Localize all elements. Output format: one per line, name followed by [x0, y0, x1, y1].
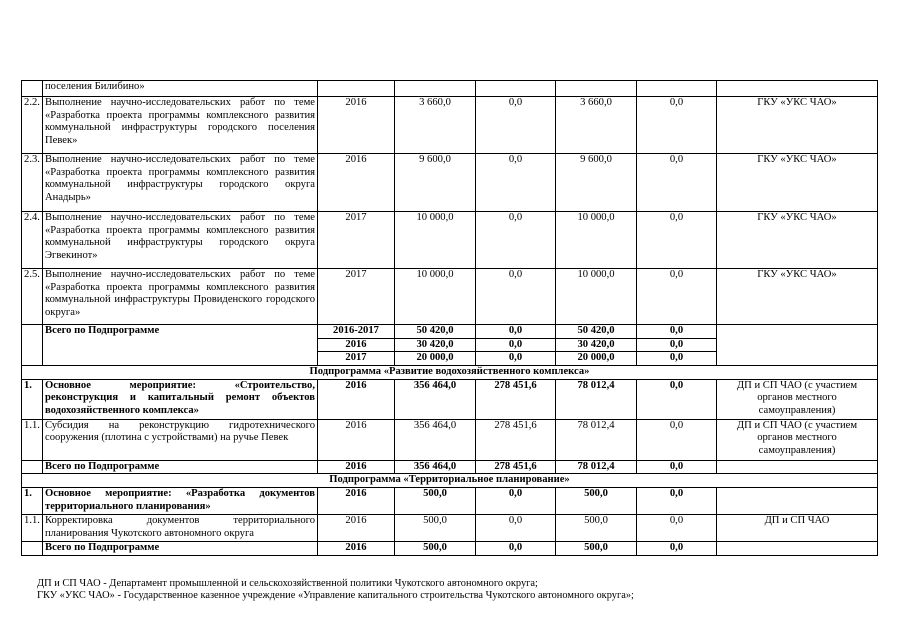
row-okrug: 500,0 [556, 487, 637, 514]
row-local: 0,0 [637, 97, 717, 154]
total-sum: 30 420,0 [395, 338, 476, 352]
row-description: Выполнение научно-исследовательских работ по теме «Разработка проекта программы комплексного развития коммунальной инфраструктуры городского округа Эгвекинот» [43, 212, 318, 269]
row-year: 2016 [318, 379, 395, 419]
row-description: Корректировка документов территориального планирования Чукотского автономного округа [43, 514, 318, 541]
total-label: Всего по Подпрограмме [43, 460, 318, 474]
table-row [22, 379, 878, 419]
total-year: 2016 [318, 338, 395, 352]
row-year: 2016 [318, 154, 395, 212]
row-federal: 0,0 [476, 269, 556, 325]
row-federal: 0,0 [476, 487, 556, 514]
row-federal: 0,0 [476, 154, 556, 212]
total-label: Всего по Подпрограмме [43, 325, 318, 366]
total-local: 0,0 [637, 460, 717, 474]
row-number: 1. [22, 379, 43, 419]
row-total: 3 660,0 [395, 97, 476, 154]
total-federal: 278 451,6 [476, 460, 556, 474]
row-executor: ГКУ «УКС ЧАО» [717, 212, 878, 269]
row-local: 0,0 [637, 419, 717, 460]
row-local: 0,0 [637, 514, 717, 541]
row-number: 2.5. [22, 269, 43, 325]
table-row [22, 419, 878, 460]
total-federal: 0,0 [476, 352, 556, 366]
total-year: 2016 [318, 460, 395, 474]
table-row [22, 97, 878, 154]
row-total: 10 000,0 [395, 212, 476, 269]
row-description: Выполнение научно-исследовательских работ по теме «Разработка проекта программы комплексного развития коммунальной инфраструктуры Провиденского городского округа» [43, 269, 318, 325]
row-description: поселения Билибино» [43, 81, 318, 97]
total-federal: 0,0 [476, 541, 556, 555]
total-row [22, 325, 878, 339]
total-local: 0,0 [637, 352, 717, 366]
row-okrug: 500,0 [556, 514, 637, 541]
row-okrug: 78 012,4 [556, 419, 637, 460]
row-description: Субсидия на реконструкцию гидротехнического сооружения (плотина с устройствами) на ручье Певек [43, 419, 318, 460]
total-row [22, 460, 878, 474]
row-number: 2.3. [22, 154, 43, 212]
footnote-gku-uks: ГКУ «УКС ЧАО» - Государственное казенное учреждение «Управление капитального строительства Чукотского автономного округа»; [37, 590, 634, 601]
row-local: 0,0 [637, 487, 717, 514]
row-total: 9 600,0 [395, 154, 476, 212]
total-local: 0,0 [637, 338, 717, 352]
row-total: 500,0 [395, 487, 476, 514]
row-year: 2016 [318, 97, 395, 154]
row-description: Основное мероприятие: «Разработка документов территориального планирования» [43, 487, 318, 514]
total-okrug: 78 012,4 [556, 460, 637, 474]
total-sum: 356 464,0 [395, 460, 476, 474]
row-federal: 278 451,6 [476, 379, 556, 419]
row-year: 2017 [318, 269, 395, 325]
total-federal: 0,0 [476, 338, 556, 352]
row-executor: ДП и СП ЧАО (с участием органов местного самоуправления) [717, 419, 878, 460]
total-year: 2016-2017 [318, 325, 395, 339]
program-table [21, 80, 878, 556]
row-executor [717, 487, 878, 514]
subprogram-title: Подпрограмма «Территориальное планирование» [22, 474, 878, 488]
row-number [22, 81, 43, 97]
row-executor: ГКУ «УКС ЧАО» [717, 269, 878, 325]
table-row [22, 81, 878, 97]
row-okrug: 10 000,0 [556, 212, 637, 269]
row-number: 2.2. [22, 97, 43, 154]
total-federal: 0,0 [476, 325, 556, 339]
total-row [22, 541, 878, 555]
row-description: Выполнение научно-исследовательских работ по теме «Разработка проекта программы комплексного развития коммунальной инфраструктуры городского округа Анадырь» [43, 154, 318, 212]
total-okrug: 30 420,0 [556, 338, 637, 352]
total-sum: 20 000,0 [395, 352, 476, 366]
total-local: 0,0 [637, 325, 717, 339]
table-row [22, 154, 878, 212]
total-okrug: 20 000,0 [556, 352, 637, 366]
row-okrug: 3 660,0 [556, 97, 637, 154]
row-federal: 0,0 [476, 97, 556, 154]
row-executor: ГКУ «УКС ЧАО» [717, 97, 878, 154]
row-total: 10 000,0 [395, 269, 476, 325]
row-okrug: 78 012,4 [556, 379, 637, 419]
row-description: Выполнение научно-исследовательских работ по теме «Разработка проекта программы комплексного развития коммунальной инфраструктуры городского поселения Певек» [43, 97, 318, 154]
total-label: Всего по Подпрограмме [43, 541, 318, 555]
row-federal: 0,0 [476, 212, 556, 269]
row-number: 1. [22, 487, 43, 514]
total-sum: 500,0 [395, 541, 476, 555]
row-local: 0,0 [637, 212, 717, 269]
row-federal: 0,0 [476, 514, 556, 541]
row-executor: ГКУ «УКС ЧАО» [717, 154, 878, 212]
total-year: 2016 [318, 541, 395, 555]
total-local: 0,0 [637, 541, 717, 555]
row-executor: ДП и СП ЧАО [717, 514, 878, 541]
table-row [22, 487, 878, 514]
total-sum: 50 420,0 [395, 325, 476, 339]
row-executor: ДП и СП ЧАО (с участием органов местного самоуправления) [717, 379, 878, 419]
row-number: 2.4. [22, 212, 43, 269]
row-okrug: 10 000,0 [556, 269, 637, 325]
document-page [21, 80, 878, 556]
table-row [22, 212, 878, 269]
row-okrug: 9 600,0 [556, 154, 637, 212]
footnote-dp-sp: ДП и СП ЧАО - Департамент промышленной и сельскохозяйственной политики Чукотского автономного округа; [37, 578, 538, 589]
subprogram-header-row [22, 365, 878, 379]
total-okrug: 500,0 [556, 541, 637, 555]
total-okrug: 50 420,0 [556, 325, 637, 339]
row-number: 1.1. [22, 514, 43, 541]
row-federal: 278 451,6 [476, 419, 556, 460]
table-row [22, 514, 878, 541]
row-number: 1.1. [22, 419, 43, 460]
row-description: Основное мероприятие: «Строительство, реконструкция и капитальный ремонт объектов водохозяйственного комплекса» [43, 379, 318, 419]
row-local: 0,0 [637, 379, 717, 419]
total-year: 2017 [318, 352, 395, 366]
row-total: 356 464,0 [395, 379, 476, 419]
row-year: 2016 [318, 419, 395, 460]
row-year: 2016 [318, 514, 395, 541]
table-row [22, 269, 878, 325]
row-year: 2016 [318, 487, 395, 514]
row-total: 500,0 [395, 514, 476, 541]
subprogram-title: Подпрограмма «Развитие водохозяйственного комплекса» [22, 365, 878, 379]
row-local: 0,0 [637, 269, 717, 325]
row-total: 356 464,0 [395, 419, 476, 460]
subprogram-header-row [22, 474, 878, 488]
row-local: 0,0 [637, 154, 717, 212]
row-year: 2017 [318, 212, 395, 269]
